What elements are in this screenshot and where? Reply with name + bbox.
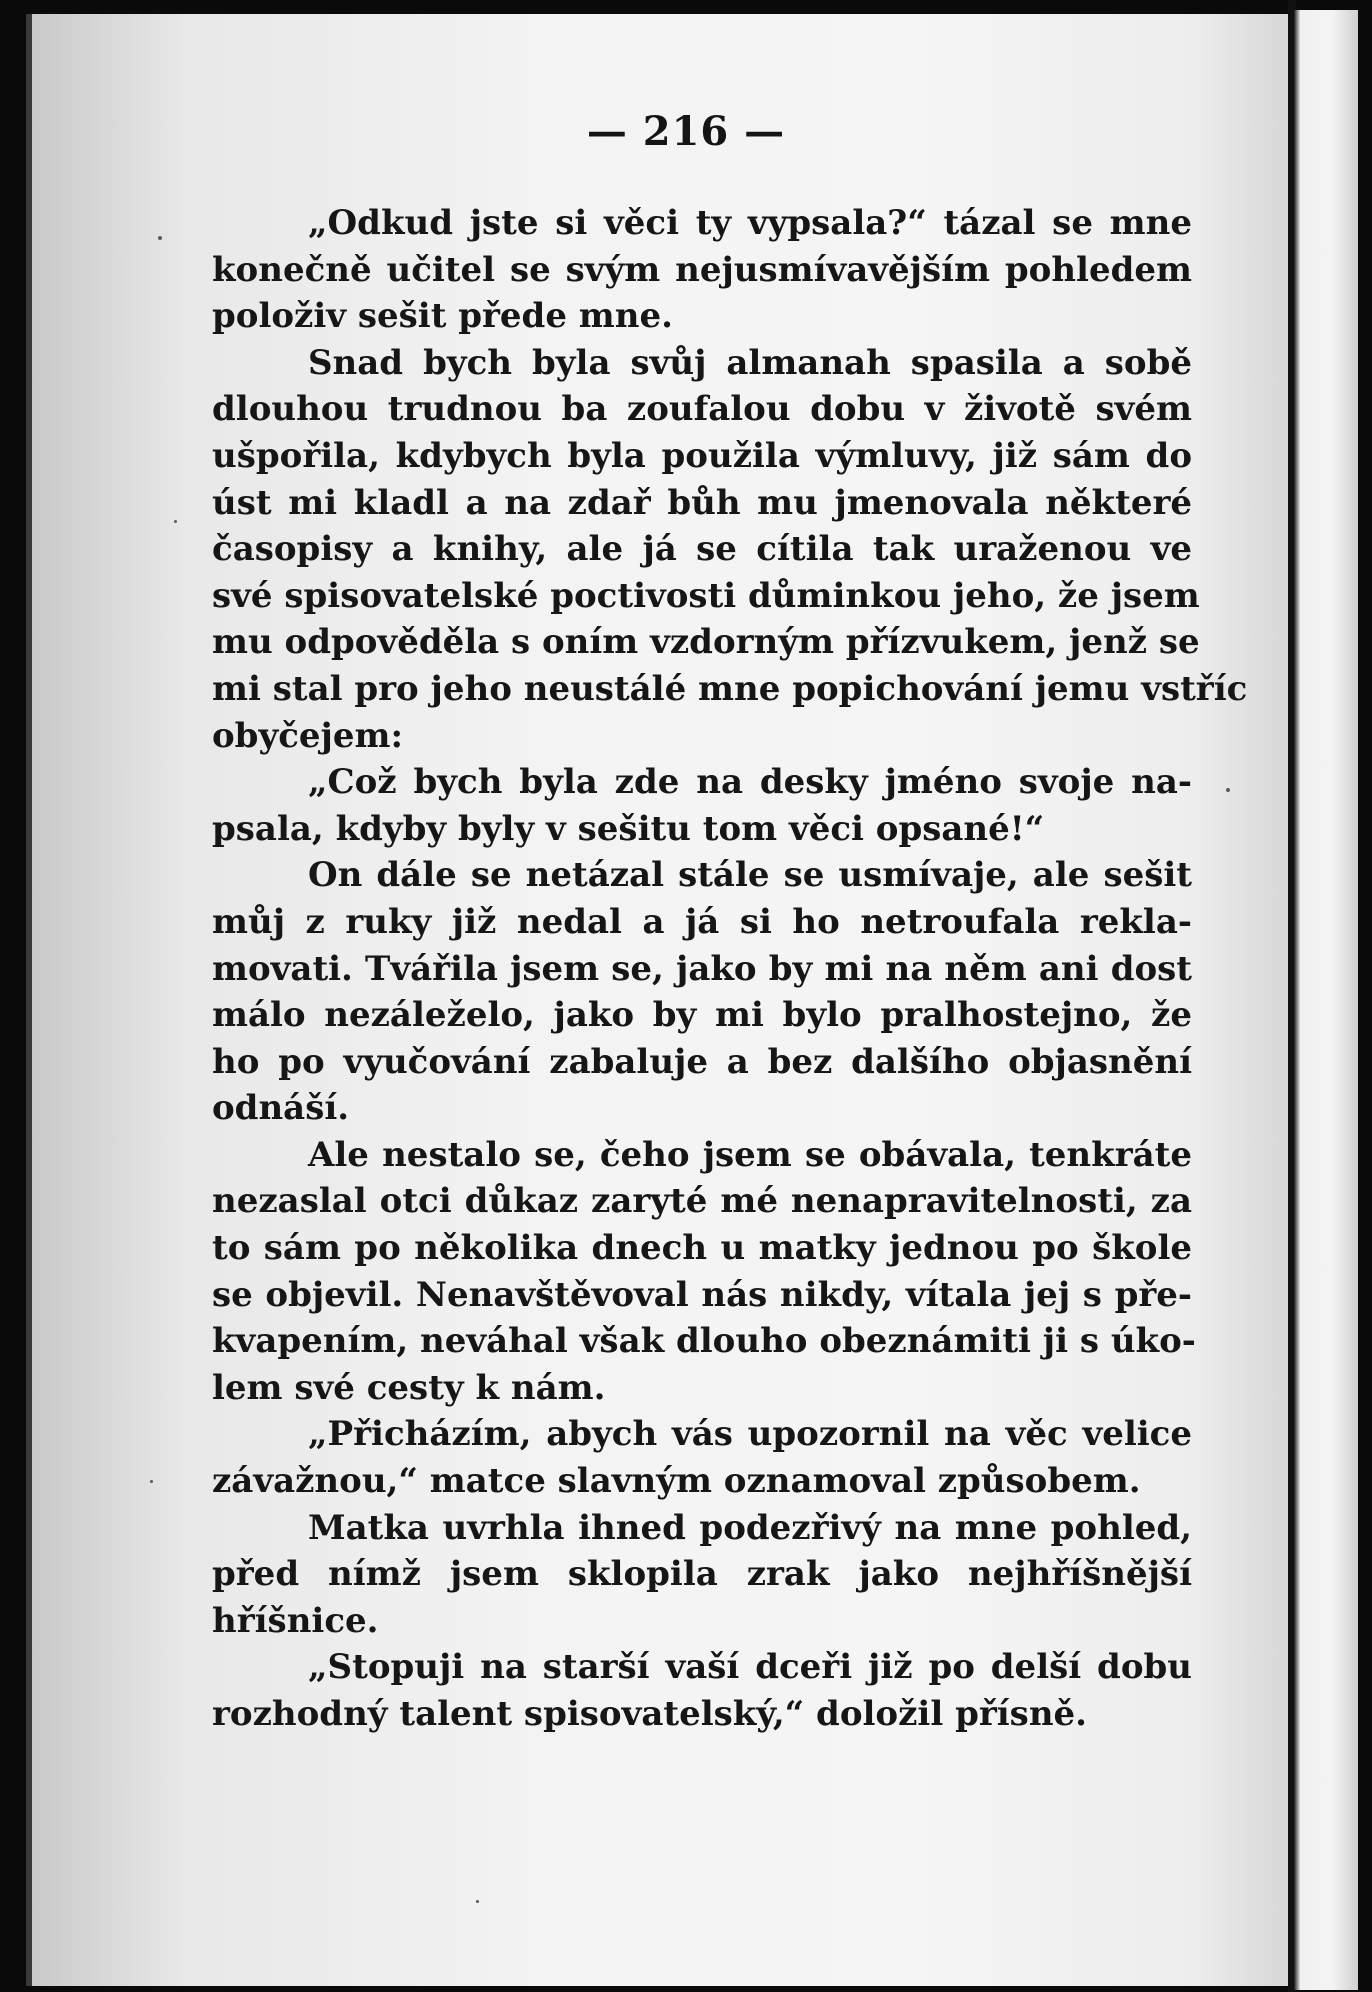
dust-speck [158, 236, 162, 240]
text-line: ho po vyučování zabaluje a bez dalšího objasnění [212, 1041, 1192, 1082]
text-line: dlouhou trudnou ba zoufalou dobu v životě svém [212, 389, 1192, 430]
text-line: časopisy a knihy, ale já se cítila tak uraženou ve [212, 529, 1192, 570]
text-line: to sám po několika dnech u matky jednou po škole [212, 1228, 1192, 1269]
text-line: úst mi kladl a na zdař bůh mu jmenovala některé [212, 482, 1192, 523]
text-line: své spisovatelské poctivosti důminkou jeho, že jsem [212, 575, 1200, 616]
text-line: konečně učitel se svým nejusmívavějším pohledem [212, 249, 1192, 290]
text-line: „Což bych byla zde na desky jméno svoje na- [308, 762, 1192, 803]
text-line: můj z ruky již nedal a já si ho netroufala rekla- [212, 901, 1192, 942]
text-line: On dále se netázal stále se usmívaje, ale sešit [308, 855, 1192, 896]
text-line: odnáší. [212, 1088, 350, 1129]
text-line: psala, kdyby byly v sešitu tom věci opsané!“ [212, 808, 1045, 849]
text-line: movati. Tvářila jsem se, jako by mi na něm ani dost [212, 948, 1192, 989]
text-line: obyčejem: [212, 715, 404, 756]
text-line: málo nezáleželo, jako by mi bylo pralhostejno, že [212, 995, 1192, 1036]
adjacent-page-strip [1294, 10, 1358, 1990]
text-line: se objevil. Nenavštěvoval nás nikdy, vítala jej s pře- [212, 1274, 1192, 1315]
text-line: před nímž jsem sklopila zrak jako nejhříšnější [212, 1554, 1192, 1595]
dust-speck [150, 1480, 153, 1483]
page-number: — 216 — [586, 108, 786, 155]
dust-speck [1226, 788, 1230, 792]
text-line: „Přicházím, abych vás upozornil na věc velice [308, 1414, 1192, 1455]
text-line: Matka uvrhla ihned podezřivý na mne pohled, [308, 1507, 1192, 1548]
text-line: položiv sešit přede mne. [212, 296, 673, 337]
dust-speck [174, 520, 177, 523]
body-text [212, 200, 1248, 1738]
text-line: Ale nestalo se, čeho jsem se obávala, tenkráte [308, 1134, 1192, 1175]
text-line: ušpořila, kdybych byla použila výmluvy, již sám do [212, 435, 1192, 476]
text-line: kvapením, neváhal však dlouho obeznámiti ji s úko- [212, 1321, 1196, 1362]
text-line: mu odpověděla s oním vzdorným přízvukem, jenž se [212, 622, 1200, 663]
text-line: Snad bych byla svůj almanah spasila a sobě [308, 342, 1192, 383]
dust-speck [476, 1900, 479, 1903]
text-line: rozhodný talent spisovatelský,“ doložil přísně. [212, 1694, 1088, 1734]
text-line: „Odkud jste si věci ty vypsala?“ tázal se mne [308, 203, 1192, 243]
text-line: lem své cesty k nám. [212, 1367, 606, 1408]
text-line: „Stopuji na starší vaší dceři již po delší dobu [308, 1647, 1192, 1688]
text-line: hříšnice. [212, 1600, 379, 1641]
text-line: závažnou,“ matce slavným oznamoval způsobem. [212, 1461, 1141, 1502]
text-line: mi stal pro jeho neustálé mne popichování jemu vstříc [212, 668, 1248, 709]
text-line: nezaslal otci důkaz zaryté mé nenapravitelnosti, za [212, 1181, 1192, 1222]
